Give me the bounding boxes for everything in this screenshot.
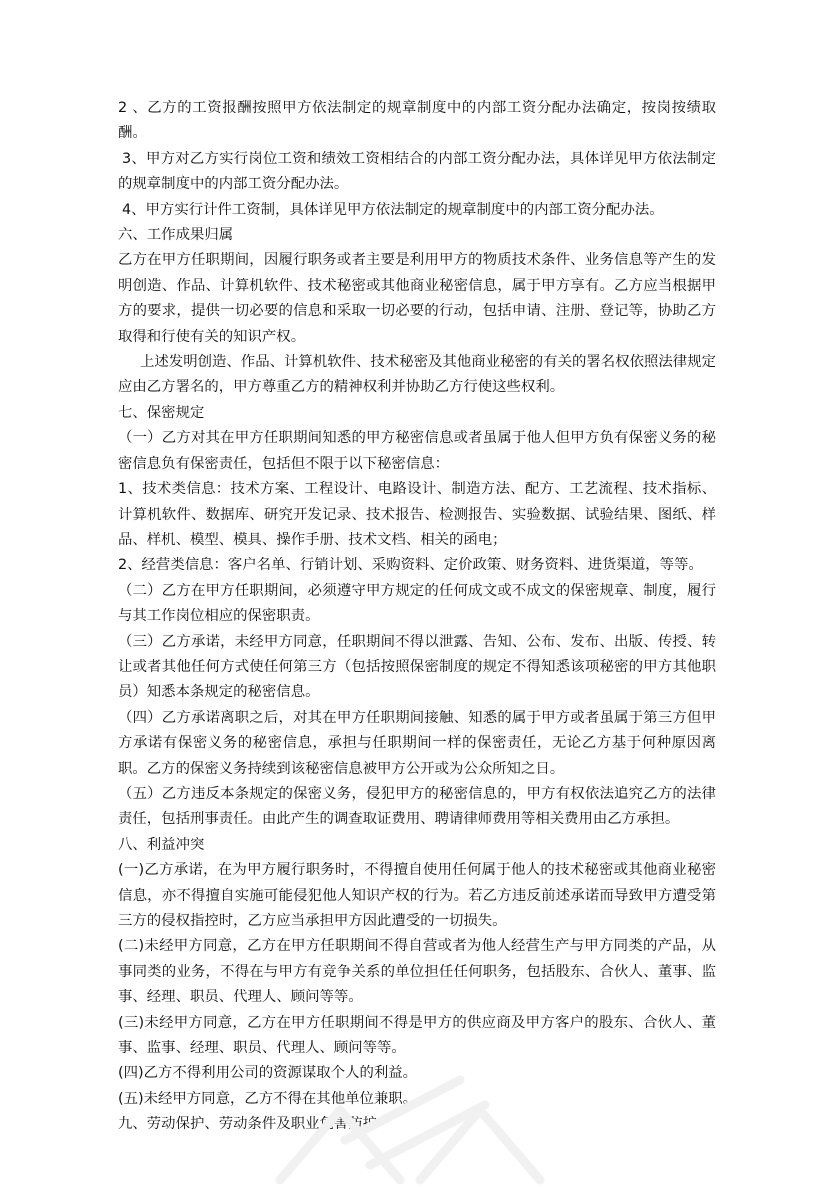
paragraph-business-info: 2、经营类信息：客户名单、行销计划、采购资料、定价政策、财务资料、进货渠道，等等。 xyxy=(118,557,703,574)
paragraph-technical-info: 1、技术类信息：技术方案、工程设计、电路设计、制造方法、配方、工艺流程、技术指标、计算机软件、数据库、研究开发记录、技术报告、检测报告、实验数据、试验结果、图纸、样品、样机、模型、模具、操作手册、技术文档、相关的函电； xyxy=(118,481,716,548)
paragraph-confidential-2: （二）乙方在甲方任职期间，必须遵守甲方规定的任何成文或不成文的保密规章、制度，履行与其工作岗位相应的保密职责。 xyxy=(118,582,716,625)
document-page xyxy=(118,96,716,1138)
paragraph-confidential-5: （五）乙方违反本条规定的保密义务，侵犯甲方的秘密信息的，甲方有权依法追究乙方的法律责任，包括刑事责任。由此产生的调查取证费用、聘请律师费用等相关费用由乙方承担。 xyxy=(118,785,716,828)
paragraph-conflict-4: (四)乙方不得利用公司的资源谋取个人的利益。 xyxy=(118,1065,418,1082)
paragraph-work-results: 乙方在甲方任职期间，因履行职务或者主要是利用甲方的物质技术条件、业务信息等产生的发明创造、作品、计算机软件、技术秘密或其他商业秘密信息，属于甲方享有。乙方应当根据甲方的要求，提供一切必要的信息和采取一切必要的行动，包括申请、注册、登记等，协助乙方取得和行使有关的知识产权。 xyxy=(118,252,716,345)
section-heading-9: 九、劳动保护、劳动条件及职业危害防护 xyxy=(118,1116,378,1133)
section-heading-6: 六、工作成果归属 xyxy=(118,227,234,244)
paragraph-salary-3: 3、甲方对乙方实行岗位工资和绩效工资相结合的内部工资分配办法，具体详见甲方依法制定的规章制度中的内部工资分配办法。 xyxy=(118,150,716,193)
paragraph-confidential-1: （一）乙方对其在甲方任职期间知悉的甲方秘密信息或者虽属于他人但甲方负有保密义务的秘密信息负有保密责任，包括但不限于以下秘密信息： xyxy=(118,430,716,472)
paragraph-salary-4: 4、甲方实行计件工资制，具体详见甲方依法制定的规章制度中的内部工资分配办法。 xyxy=(122,201,664,218)
paragraph-confidential-3: （三）乙方承诺，未经甲方同意，任职期间不得以泄露、告知、公布、发布、出版、传授、转让或者其他任何方式使任何第三方（包括按照保密制度的规定不得知悉该项秘密的甲方其他职员）知悉本条规定的秘密信息。 xyxy=(118,633,716,701)
paragraph-authorship: 上述发明创造、作品、计算机软件、技术秘密及其他商业秘密的有关的署名权依照法律规定应由乙方署名的，甲方尊重乙方的精神权利并协助乙方行使这些权利。 xyxy=(118,354,716,396)
paragraph-salary-2: 2 、乙方的工资报酬按照甲方依法制定的规章制度中的内部工资分配办法确定，按岗按绩取酬。 xyxy=(118,100,716,142)
section-heading-8: 八、利益冲突 xyxy=(118,836,205,853)
paragraph-conflict-5: (五)未经甲方同意，乙方不得在其他单位兼职。 xyxy=(118,1090,418,1107)
paragraph-conflict-2: (二)未经甲方同意，乙方在甲方任职期间不得自营或者为他人经营生产与甲方同类的产品，从事同类的业务，不得在与甲方有竞争关系的单位担任任何职务，包括股东、合伙人、董事、监事、经理、职员、代理人、顾问等等。 xyxy=(118,938,716,1006)
paragraph-conflict-1: (一)乙方承诺，在为甲方履行职务时，不得擅自使用任何属于他人的技术秘密或其他商业秘密信息，亦不得擅自实施可能侵犯他人知识产权的行为。若乙方违反前述承诺而导致甲方遭受第三方的侵权指控时，乙方应当承担甲方因此遭受的一切损失。 xyxy=(118,862,716,929)
section-heading-7: 七、保密规定 xyxy=(118,404,205,421)
paragraph-conflict-3: (三)未经甲方同意，乙方在甲方任职期间不得是甲方的供应商及甲方客户的股东、合伙人、董事、监事、经理、职员、代理人、顾问等等。 xyxy=(118,1014,716,1057)
paragraph-confidential-4: （四）乙方承诺离职之后，对其在甲方任职期间接触、知悉的属于甲方或者虽属于第三方但甲方承诺有保密义务的秘密信息，承担与任职期间一样的保密责任，无论乙方基于何种原因离职。乙方的保密义务持续到该秘密信息被甲方公开或为公众所知之日。 xyxy=(118,709,716,777)
